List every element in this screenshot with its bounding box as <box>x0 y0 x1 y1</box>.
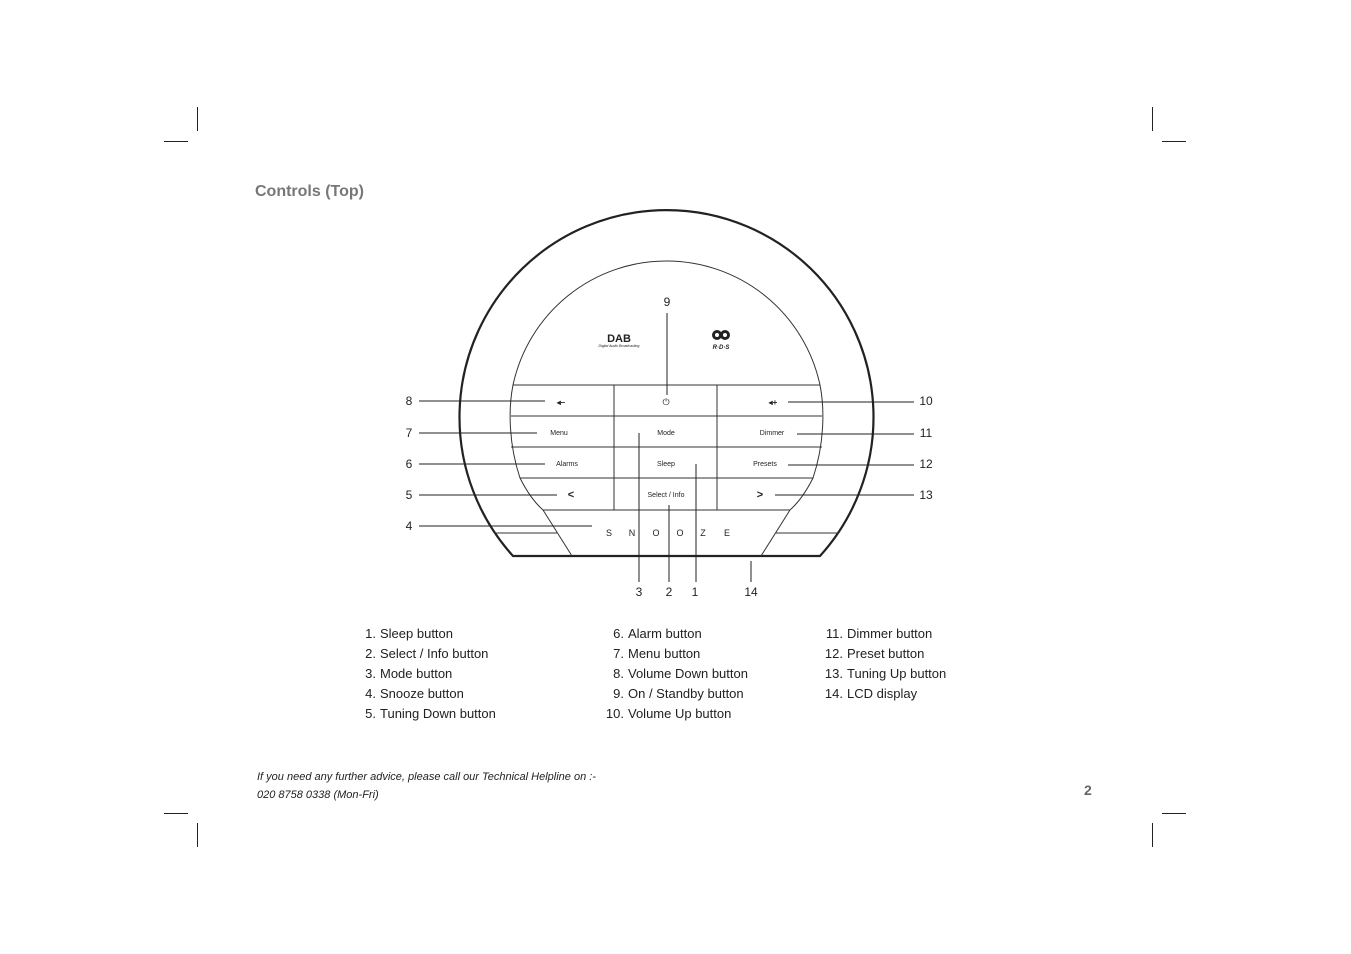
page-number: 2 <box>1084 782 1092 798</box>
legend-column-1 <box>354 624 496 724</box>
legend-item: 2. Select / Info button <box>365 646 489 661</box>
legend-item: 14. LCD display <box>824 686 918 701</box>
legend-item: 6. Alarm button <box>613 626 702 641</box>
dimmer-button[interactable]: Dimmer <box>759 430 785 437</box>
legend-item: 11. Dimmer button <box>825 626 933 641</box>
volume-down-button[interactable]: ◂– <box>556 398 566 407</box>
mode-button[interactable]: Mode <box>657 430 675 437</box>
callout-5: 5 <box>405 488 413 502</box>
callout-10: 10 <box>919 394 933 408</box>
menu-button[interactable]: Menu <box>550 430 568 437</box>
legend-item: 5. Tuning Down button <box>365 706 496 721</box>
legend-item: 7. Menu button <box>613 646 701 661</box>
svg-text:O: O <box>652 528 660 538</box>
callout-12: 12 <box>919 457 933 471</box>
snooze-button[interactable] <box>606 528 730 538</box>
dab-logo <box>599 333 640 348</box>
page-title: Controls (Top) <box>255 183 365 200</box>
svg-text:DAB: DAB <box>607 333 631 345</box>
tune-down-button[interactable]: < <box>567 489 575 501</box>
tune-up-button[interactable]: > <box>756 489 764 501</box>
alarms-button[interactable]: Alarms <box>556 461 578 468</box>
callout-6: 6 <box>405 457 413 471</box>
legend-item: 4. Snooze button <box>365 686 464 701</box>
callout-14: 14 <box>744 585 758 599</box>
callout-11: 11 <box>919 426 933 440</box>
legend-item: 3. Mode button <box>365 666 453 681</box>
svg-text:R·D·S: R·D·S <box>712 345 730 351</box>
svg-text:E: E <box>723 528 731 538</box>
svg-text:Digital Audio Broadcasting: Digital Audio Broadcasting <box>598 344 640 348</box>
rds-logo <box>712 330 730 351</box>
legend-column-2 <box>602 624 748 724</box>
callout-9: 9 <box>663 295 671 309</box>
sleep-button[interactable]: Sleep <box>657 461 675 468</box>
select-info-button[interactable]: Select / Info <box>647 492 685 499</box>
callout-13: 13 <box>919 488 933 502</box>
legend-item: 12. Preset button <box>824 646 925 661</box>
helpline-text: If you need any further advice, please call our Technical Helpline on :- <box>257 771 596 783</box>
helpline-phone: 020 8758 0338 (Mon-Fri) <box>257 789 379 801</box>
callout-3: 3 <box>635 585 643 599</box>
callout-4: 4 <box>405 519 413 533</box>
power-button[interactable]: ⏻ <box>662 397 670 407</box>
callout-2: 2 <box>665 585 673 599</box>
svg-text:N: N <box>628 528 636 538</box>
callout-1: 1 <box>691 585 699 599</box>
svg-text:Z: Z <box>700 528 706 538</box>
legend-item: 10. Volume Up button <box>605 706 732 721</box>
legend-item: 13. Tuning Up button <box>824 666 947 681</box>
svg-text:O: O <box>676 528 684 538</box>
helpline-footer <box>257 768 596 804</box>
volume-up-button[interactable]: ◂+ <box>768 398 778 407</box>
presets-button[interactable]: Presets <box>753 461 777 468</box>
legend-item: 8. Volume Down button <box>613 666 748 681</box>
svg-text:S: S <box>605 528 613 538</box>
legend-item: 9. On / Standby button <box>613 686 744 701</box>
callout-8: 8 <box>405 394 413 408</box>
legend-column-3 <box>821 624 946 704</box>
callout-7: 7 <box>405 426 413 440</box>
legend-item: 1. Sleep button <box>365 626 454 641</box>
